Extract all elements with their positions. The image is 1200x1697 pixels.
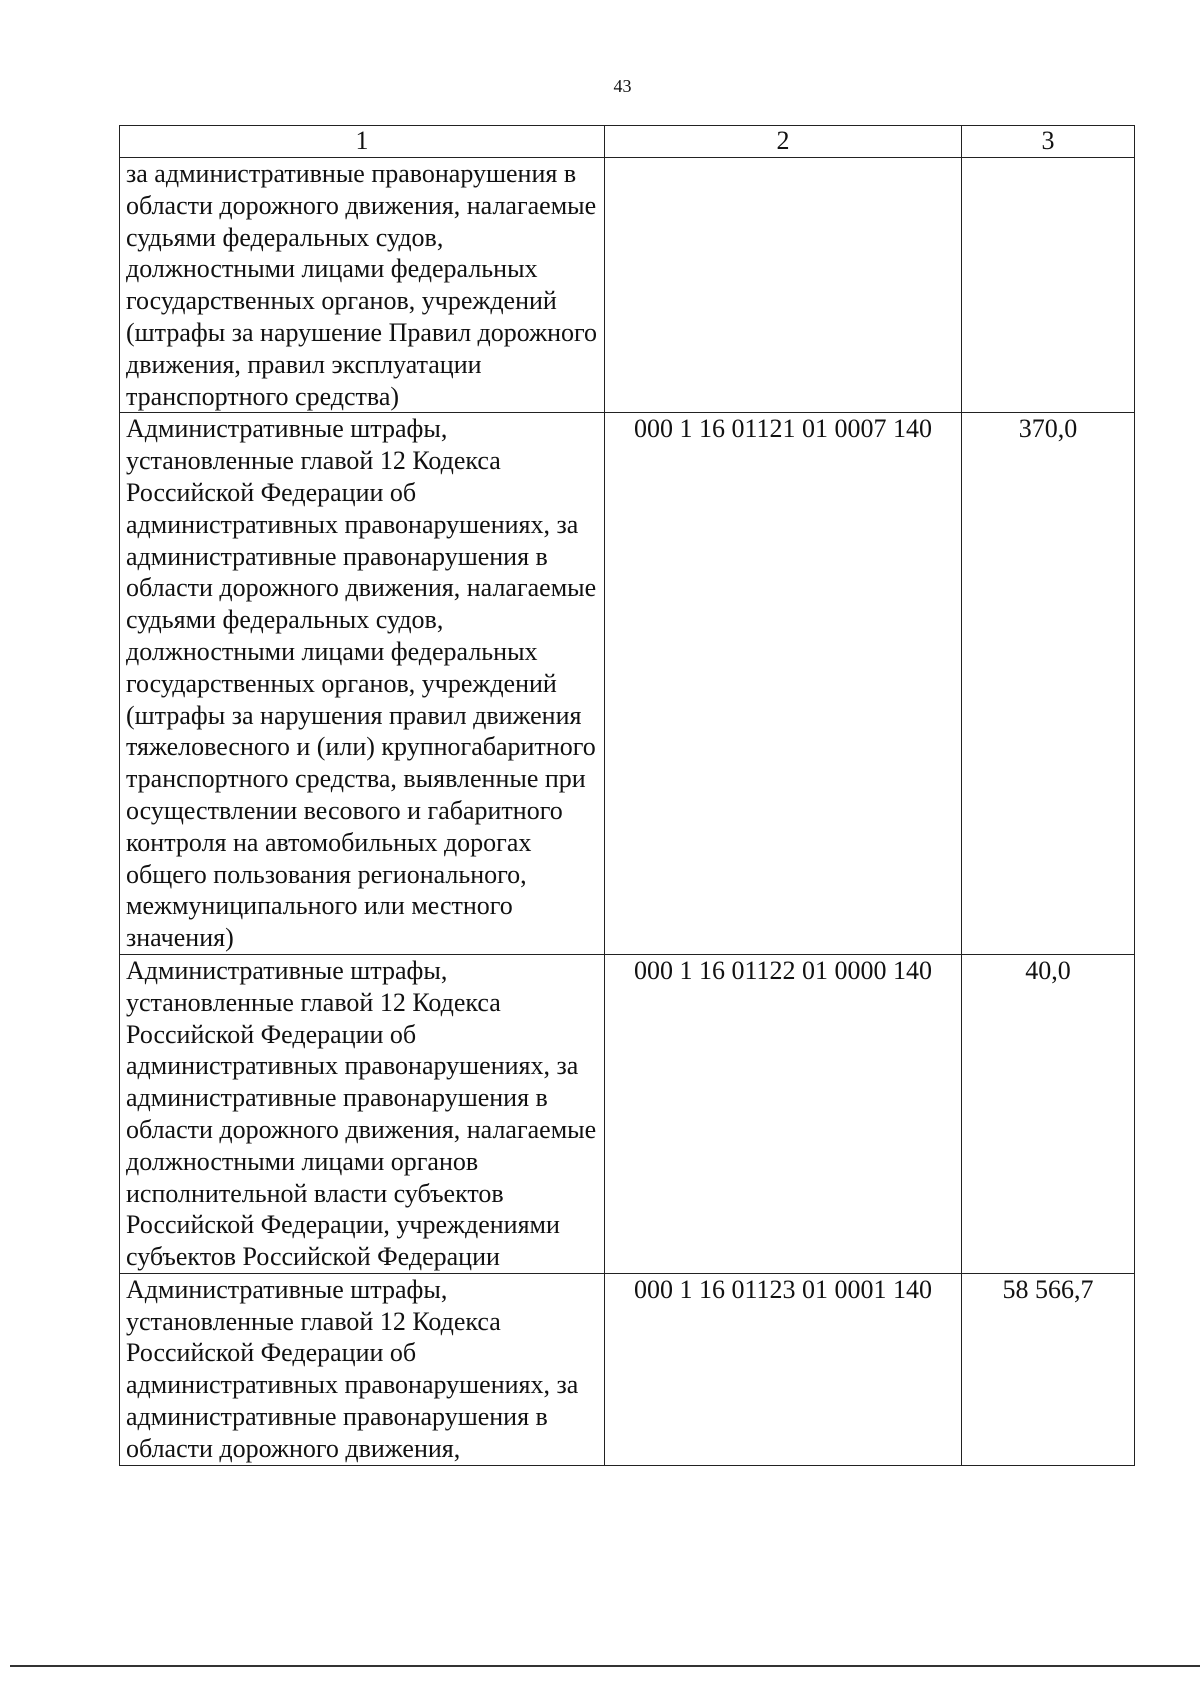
row-description: за административные правонарушения в области дорожного движения, налагаемые судьями федеральных судов, должностными лицами федеральных государственных органов, учреждений (штрафы за нарушение Правил дорожного движения, правил эксплуатации транспортного средства) (120, 158, 605, 413)
table-row (120, 158, 1135, 413)
row-amount (962, 158, 1135, 413)
column-header-3: 3 (962, 126, 1135, 158)
row-amount: 58 566,7 (962, 1273, 1135, 1465)
table-header-row (120, 126, 1135, 158)
table-row (120, 413, 1135, 955)
row-description: Административные штрафы, установленные главой 12 Кодекса Российской Федерации об административных правонарушениях, за административные правонарушения в области дорожного движения, налагаемые судьями федеральных судов, должностными лицами федеральных государственных органов, учреждений (штрафы за нарушения правил движения тяжеловесного и (или) крупногабаритного транспортного средства, выявленные при осуществлении весового и габаритного контроля на автомобильных дорогах общего пользования регионального, межмуниципального или местного значения) (120, 413, 605, 955)
table-row (120, 954, 1135, 1273)
row-description: Административные штрафы, установленные главой 12 Кодекса Российской Федерации об административных правонарушениях, за административные правонарушения в области дорожного движения, (120, 1273, 605, 1465)
row-code: 000 1 16 01121 01 0007 140 (605, 413, 962, 955)
page-number: 43 (613, 76, 632, 96)
row-code: 000 1 16 01122 01 0000 140 (605, 954, 962, 1273)
column-header-1: 1 (120, 126, 605, 158)
row-amount: 370,0 (962, 413, 1135, 955)
table-row (120, 1273, 1135, 1465)
column-header-2: 2 (605, 126, 962, 158)
row-amount: 40,0 (962, 954, 1135, 1273)
footer-divider (10, 1665, 1200, 1667)
row-code (605, 158, 962, 413)
revenue-table (119, 125, 1135, 1466)
row-description: Административные штрафы, установленные главой 12 Кодекса Российской Федерации об административных правонарушениях, за административные правонарушения в области дорожного движения, налагаемые должностными лицами органов исполнительной власти субъектов Российской Федерации, учреждениями субъектов Российской Федерации (120, 954, 605, 1273)
row-code: 000 1 16 01123 01 0001 140 (605, 1273, 962, 1465)
